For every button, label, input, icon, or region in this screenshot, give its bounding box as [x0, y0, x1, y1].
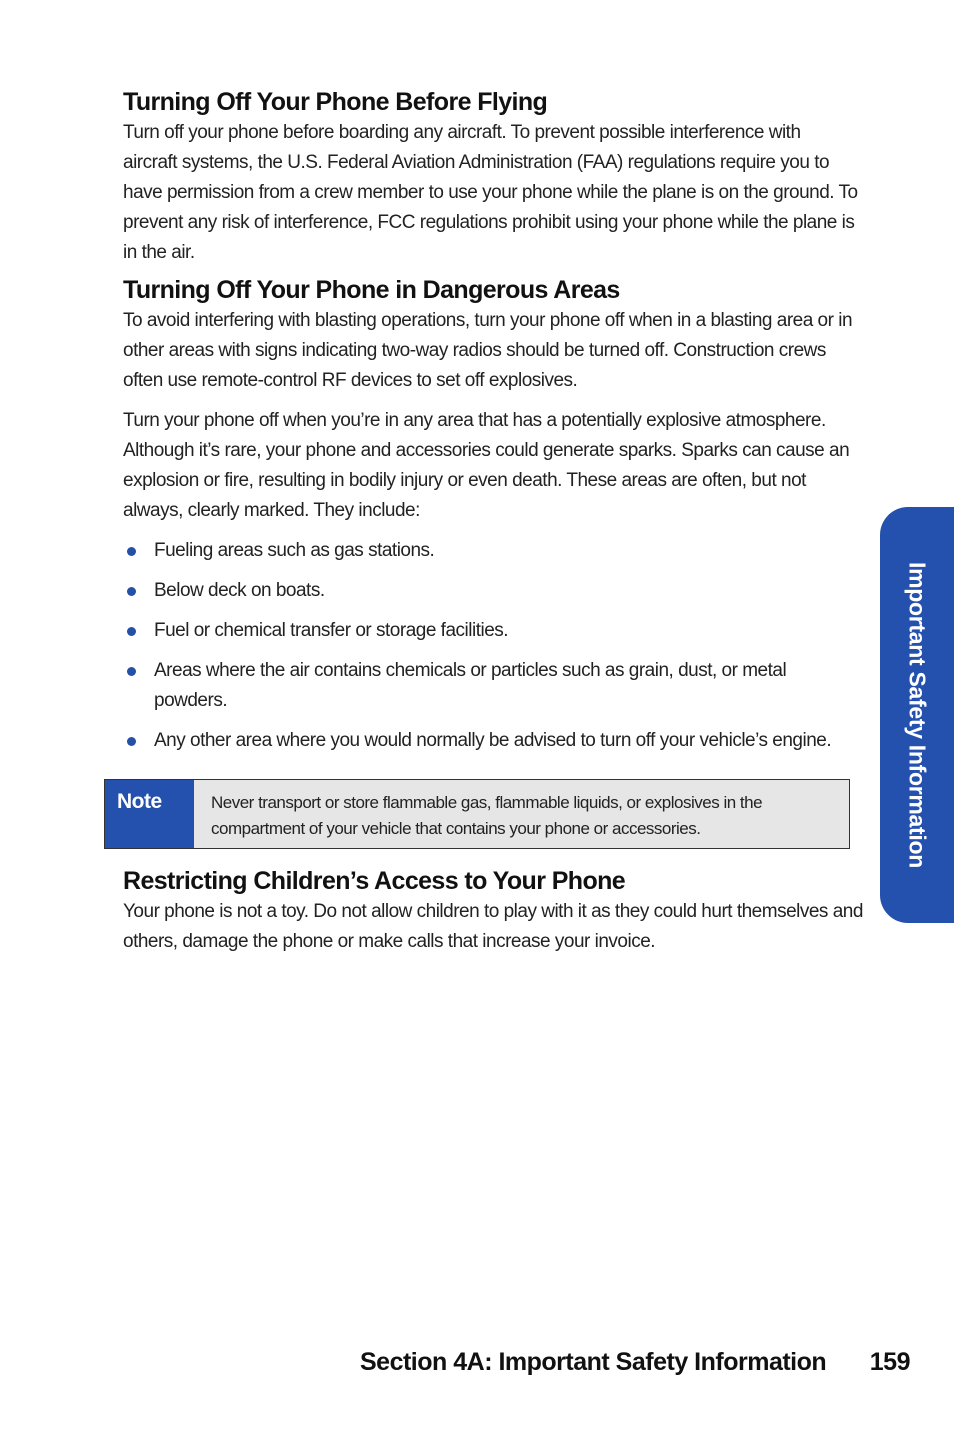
- list-item: [123, 656, 858, 716]
- bullet-icon: [127, 547, 136, 556]
- list-item-text: Areas where the air contains chemicals or particles such as grain, dust, or metal powders.: [154, 660, 787, 711]
- footer-section-title: Section 4A: Important Safety Information: [360, 1348, 827, 1376]
- list-item-text: Fueling areas such as gas stations.: [154, 540, 435, 561]
- bullet-icon: [127, 737, 136, 746]
- paragraph-children: Your phone is not a toy. Do not allow children to play with it as they could hurt themselves and others, damage the phone or make calls that increase your invoice.: [123, 901, 863, 952]
- note-text: Never transport or store flammable gas, flammable liquids, or explosives in the compartment of your vehicle that contains your phone or accessories.: [211, 793, 763, 838]
- section-heading-flying: Turning Off Your Phone Before Flying: [123, 88, 548, 116]
- paragraph-flying: Turn off your phone before boarding any aircraft. To prevent possible interference with aircraft systems, the U.S. Federal Aviation Administration (FAA) regulations require you to have permission from a crew member to use your phone while the plane is on the ground. To prevent any risk of interference, FCC regulations prohibit using your phone while the plane is in the air.: [123, 122, 858, 263]
- list-item-text: Any other area where you would normally be advised to turn off your vehicle’s engine.: [154, 730, 832, 751]
- side-tab: [880, 507, 954, 923]
- section-heading-dangerous-areas: Turning Off Your Phone in Dangerous Areas: [123, 276, 620, 304]
- list-item-text: Fuel or chemical transfer or storage facilities.: [154, 620, 509, 641]
- paragraph-blasting: To avoid interfering with blasting operations, turn your phone off when in a blasting area or in other areas with signs indicating two-way radios should be turned off. Construction crews often use remote-control RF devices to set off explosives.: [123, 310, 853, 391]
- note-label: Note: [105, 780, 194, 848]
- side-tab-label: Important Safety Information: [904, 562, 931, 868]
- children-section: [123, 865, 863, 957]
- bullet-icon: [127, 587, 136, 596]
- page-footer: [360, 1348, 910, 1377]
- bullet-icon: [127, 627, 136, 636]
- page-number: 159: [869, 1348, 910, 1376]
- section-heading-children: Restricting Children’s Access to Your Phone: [123, 867, 626, 895]
- list-item: [123, 726, 858, 756]
- list-item: [123, 576, 858, 606]
- main-content: [123, 86, 858, 766]
- paragraph-explosive-atmosphere: Turn your phone off when you’re in any area that has a potentially explosive atmosphere. Although it’s rare, your phone and accessories could generate sparks. Sparks can cause an explosion or fire, resulting in bodily injury or even death. These areas are often, but not always, clearly marked. They include:: [123, 410, 850, 521]
- note-box: [104, 779, 850, 849]
- bullet-icon: [127, 667, 136, 676]
- list-item-text: Below deck on boats.: [154, 580, 325, 601]
- list-item: [123, 536, 858, 566]
- hazard-list: [123, 536, 858, 756]
- list-item: [123, 616, 858, 646]
